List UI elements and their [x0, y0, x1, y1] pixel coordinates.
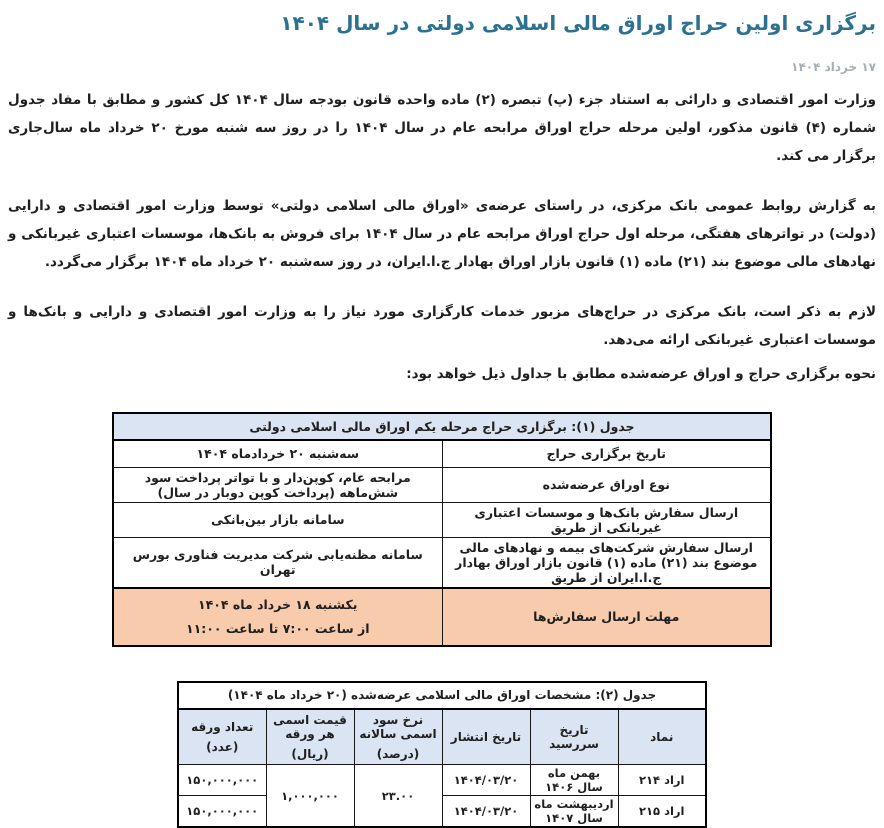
count-cell: ۱۵۰,۰۰۰,۰۰۰: [178, 765, 266, 796]
securities-type-value: مرابحه عام، کوپن‌دار و با تواتر پرداخت سود شش‌ماهه (پرداخت کوپن دوبار در سال): [113, 467, 442, 502]
bank-orders-label: ارسال سفارش بانک‌ها و موسسات اعتباری غیربانکی از طریق: [442, 502, 771, 537]
issue-date-cell: ۱۴۰۴/۰۳/۲۰: [442, 796, 530, 828]
institution-orders-value: سامانه مظنه‌یابی شرکت مدیریت فناوری بورس تهران: [113, 537, 442, 588]
paragraph-report: به گزارش روابط عمومی بانک مرکزی، در راستای عرضه‌ی «اوراق مالی اسلامی دولتی» توسط وزارت امور اقتصادی و دارایی (دولت) در تواترهای هفتگی، مرحله اول حراج اوراق مرابحه عام در سال ۱۴۰۴ برای فروش به بانک‌ها، موسسات اعتباری غیربانکی و نهادهای مالی موضوع بند (۲۱) ماده (۱) قانون بازار اوراق بهادار ج.ا.ایران، در روز سه‌شنبه ۲۰ خرداد ماه ۱۴۰۴ برگزار می‌گردد.: [8, 192, 876, 276]
table-row-arad215: [178, 796, 706, 828]
count-cell: ۱۵۰,۰۰۰,۰۰۰: [178, 796, 266, 828]
symbol-cell: اراد ۲۱۴: [618, 765, 706, 796]
col-header-symbol: نماد: [618, 709, 706, 765]
auction-date-value: سه‌شنبه ۲۰ خردادماه ۱۴۰۴: [113, 440, 442, 467]
symbol-cell: اراد ۲۱۵: [618, 796, 706, 828]
order-deadline-label: مهلت ارسال سفارش‌ها: [442, 588, 771, 646]
deadline-date: یکشنبه ۱۸ خرداد ماه ۱۴۰۴: [118, 593, 438, 617]
securities-type-label: نوع اوراق عرضه‌شده: [442, 467, 771, 502]
paragraph-note: لازم به ذکر است، بانک مرکزی در حراج‌های مزبور خدمات کارگزاری مورد نیاز را به وزارت امور اقتصادی و دارایی و بانک‌ها و موسسات اعتباری غیربانکی ارائه می‌دهد.: [8, 298, 876, 354]
table-row-deadline: [113, 588, 771, 646]
rate-cell: ۲۳.۰۰: [354, 765, 442, 828]
table-row: [113, 440, 771, 467]
table1-title: جدول (۱): برگزاری حراج مرحله یکم اوراق مالی اسلامی دولتی: [113, 413, 771, 440]
col-header-price: قیمت اسمی هر ورقه (ریال): [266, 709, 354, 765]
col-header-issue-date: تاریخ انتشار: [442, 709, 530, 765]
maturity-cell: اردیبهشت ماه سال ۱۴۰۷: [530, 796, 618, 828]
paragraph-intro: وزارت امور اقتصادی و دارائی به استناد جزء (پ) تبصره (۲) ماده واحده قانون بودجه سال ۱۴۰۴ کل کشور و مطابق با مفاد جدول شماره (۴) قانون مذکور، اولین مرحله حراج اوراق مرابحه عام در سال ۱۴۰۴ را در روز سه شنبه مورخ ۲۰ خرداد ماه سال‌جاری برگزار می کند.: [8, 86, 876, 170]
deadline-hours: از ساعت ۷:۰۰ تا ساعت ۱۱:۰۰: [118, 617, 438, 641]
publish-date: ۱۷ خرداد ۱۴۰۴: [8, 60, 876, 74]
table-row: [113, 537, 771, 588]
table2-title: جدول (۲): مشخصات اوراق مالی اسلامی عرضه‌شده (۲۰ خرداد ماه ۱۴۰۴): [178, 682, 706, 709]
col-header-count: تعداد ورقه (عدد): [178, 709, 266, 765]
table-row: [178, 682, 706, 709]
col-header-maturity: تاریخ سررسید: [530, 709, 618, 765]
table-row: [113, 467, 771, 502]
maturity-cell: بهمن ماه سال ۱۴۰۶: [530, 765, 618, 796]
col-header-rate: نرخ سود اسمی سالانه (درصد): [354, 709, 442, 765]
table-row-arad214: [178, 765, 706, 796]
paragraph-tables-lead: نحوه برگزاری حراج و اوراق عرضه‌شده مطابق با جداول ذیل خواهد بود:: [8, 360, 876, 388]
page-title: برگزاری اولین حراج اوراق مالی اسلامی دولتی در سال ۱۴۰۴: [8, 8, 876, 38]
table-header-row: [178, 709, 706, 765]
auction-date-label: تاریخ برگزاری حراج: [442, 440, 771, 467]
issue-date-cell: ۱۴۰۴/۰۳/۲۰: [442, 765, 530, 796]
table-row: [113, 502, 771, 537]
bank-orders-value: سامانه بازار بین‌بانکی: [113, 502, 442, 537]
table-row: [113, 413, 771, 440]
price-cell: ۱,۰۰۰,۰۰۰: [266, 765, 354, 828]
auction-info-table: [112, 412, 772, 647]
order-deadline-value: [113, 588, 442, 646]
institution-orders-label: ارسال سفارش شرکت‌های بیمه و نهادهای مالی موضوع بند (۲۱) ماده (۱) قانون بازار اوراق بهادار ج.ا.ایران از طریق: [442, 537, 771, 588]
securities-spec-table: [177, 681, 707, 828]
